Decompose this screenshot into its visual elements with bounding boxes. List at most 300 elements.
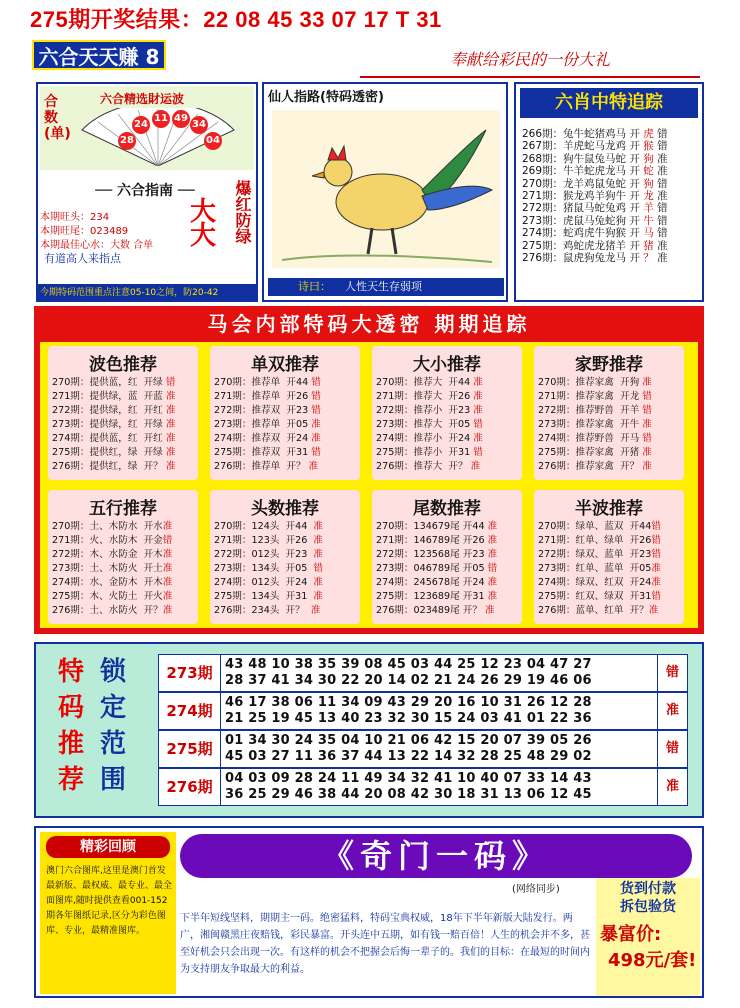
recommend-row — [214, 390, 321, 404]
recommend-result: 错 — [651, 591, 661, 602]
mid-title: 马会内部特码大透密 期期追踪 — [207, 312, 531, 336]
recommend-result: 错 — [642, 405, 652, 416]
recommend-result: 准 — [313, 591, 323, 602]
zodiac-answer: 龙 — [643, 190, 658, 203]
recommend-result: 错 — [311, 447, 321, 458]
recommend-result: 准 — [487, 521, 498, 532]
lock-row — [158, 692, 688, 730]
lock-numbers-line: 04 03 09 28 24 11 49 34 32 41 10 40 07 33 14 43 — [225, 771, 592, 786]
guide-line: 本期最佳心水：大数 合单 — [40, 240, 154, 251]
poem-label: 诗曰： — [298, 280, 331, 293]
lock-char: 特 — [58, 657, 85, 687]
guide-line: 本期旺头：234 — [40, 212, 110, 223]
zodiac-result: 错 — [657, 140, 668, 153]
poem-text: 人性天生存弱项 — [345, 280, 422, 293]
zodiac-open: 开 — [629, 165, 644, 178]
poem-bar — [268, 278, 504, 296]
qimen-title: 《奇门一码》 — [180, 834, 692, 878]
recommend-text: 274期：提供蓝，红 开红 — [52, 433, 166, 444]
recommend-row — [52, 376, 175, 390]
recommend-box — [48, 490, 198, 624]
recommend-rows — [52, 376, 175, 474]
zodiac-period: 275期： — [522, 239, 564, 252]
recommend-result: 错 — [311, 391, 321, 402]
recommend-result: 错 — [473, 419, 483, 430]
number-ball: 24 — [132, 116, 150, 134]
lock-numbers-line: 01 34 30 24 35 04 10 21 06 42 15 20 07 39 05 26 — [225, 733, 592, 748]
zodiac-row — [522, 153, 668, 165]
zodiac-open: 开 — [629, 202, 644, 215]
recommend-box — [534, 346, 684, 480]
recommend-text: 275期：123689尾 开31 — [376, 591, 488, 602]
recommend-row — [538, 376, 652, 390]
lock-period: 273期 — [159, 655, 221, 691]
recommend-row — [214, 446, 321, 460]
promo-text: 下半年短线坚料，期期主一码。绝密猛料，特码宝典权威，18年下半年新版大陆发行。两广，湘闽赣黑庄夜赔钱，彩民暴富。开头连中五期，如有钱一赔百倍！人生的机会并不多，甚至好机会只会出现一次。有这样的机会不把握会后悔一辈子的。我们的目标：在最短的时间内为支持朋友争取最大的利益。 — [180, 913, 590, 975]
guide-line: 本期旺尾：023489 — [40, 226, 129, 237]
recommend-text: 275期：推荐双 开31 — [214, 447, 312, 458]
recommend-text: 273期：土、木防火 开土 — [52, 563, 163, 574]
recommend-text: 274期：推荐双 开24 — [214, 433, 312, 444]
recommend-text: 271期：提供绿，蓝 开蓝 — [52, 391, 166, 402]
recommend-result: 准 — [648, 605, 659, 616]
zodiac-answer: 牛 — [643, 214, 658, 227]
recommend-result: 准 — [165, 433, 176, 444]
recommend-result: 准 — [311, 419, 321, 430]
zodiac-result: 准 — [657, 190, 668, 203]
zodiac-row — [522, 215, 668, 227]
lock-char: 范 — [100, 729, 127, 759]
zodiac-result: 准 — [657, 252, 668, 265]
recommend-text: 276期：提供红，绿 开？ — [52, 461, 166, 472]
zodiac-open: 开 — [629, 252, 644, 265]
zodiac-answer: 蛇 — [643, 165, 658, 178]
recommend-text: 274期：推荐野兽 开马 — [538, 433, 643, 444]
recommend-row — [214, 534, 323, 548]
recommend-row — [52, 432, 175, 446]
recommend-text: 272期：012头 开23 — [214, 549, 314, 560]
recommend-text: 272期：绿双、蓝单 开23 — [538, 549, 652, 560]
zodiac-result: 准 — [657, 152, 668, 165]
zodiac-panel — [514, 82, 704, 302]
recommend-result: 准 — [162, 563, 173, 574]
zodiac-result: 错 — [657, 177, 668, 190]
recommend-row — [538, 562, 661, 576]
review-panel — [40, 832, 176, 994]
recommend-row — [376, 590, 497, 604]
lock-char: 定 — [100, 693, 127, 723]
recommend-text: 273期：提供绿，红 开绿 — [52, 419, 166, 430]
recommend-text: 276期：推荐大 开？ — [376, 461, 471, 472]
recommend-result: 准 — [651, 577, 661, 588]
recommend-row — [214, 604, 323, 618]
lock-period: 276期 — [159, 769, 221, 805]
recommend-row — [376, 418, 483, 432]
result-line: 275期开奖结果：22 08 45 33 07 17 T 31 — [30, 7, 442, 32]
recommend-text: 270期：推荐家禽 开狗 — [538, 377, 643, 388]
recommend-row — [538, 390, 652, 404]
recommend-result: 准 — [165, 461, 176, 472]
zodiac-answer: ？ — [643, 252, 658, 265]
recommend-box — [210, 490, 360, 624]
bottom-section — [34, 826, 704, 998]
lock-row — [158, 654, 688, 692]
number-ball: 04 — [204, 132, 222, 150]
lock-numbers — [225, 657, 645, 689]
zodiac-animals: 兔牛蛇猪鸡马 — [563, 128, 630, 140]
recommend-row — [538, 446, 652, 460]
zodiac-animals: 鸡蛇虎龙猪羊 — [563, 239, 630, 252]
lock-numbers-line: 43 48 10 38 35 39 08 45 03 44 25 12 23 04 47 27 — [225, 657, 592, 672]
recommend-result: 准 — [642, 461, 652, 472]
number-ball: 11 — [152, 110, 170, 128]
zodiac-period: 274期： — [522, 227, 564, 240]
recommend-row — [214, 432, 321, 446]
recommend-result: 准 — [313, 521, 323, 532]
zodiac-period: 268期： — [522, 152, 564, 165]
recommend-result: 准 — [162, 549, 173, 560]
lock-numbers-line: 46 17 38 06 11 34 09 43 29 20 16 10 31 26 12 28 — [225, 695, 592, 710]
recommend-text: 271期：推荐家禽 开龙 — [538, 391, 643, 402]
recommend-result: 准 — [310, 605, 321, 616]
price-value: 498元/套! — [608, 950, 697, 971]
recommend-text: 275期：红双、绿双 开31 — [538, 591, 652, 602]
recommend-text: 271期：123头 开26 — [214, 535, 314, 546]
recommend-text: 270期：绿单、蓝双 开44 — [538, 521, 652, 532]
recommend-box — [372, 346, 522, 480]
recommend-row — [52, 520, 172, 534]
zodiac-answer: 猴 — [643, 140, 658, 153]
recommend-row — [214, 404, 321, 418]
zodiac-answer: 马 — [643, 227, 658, 240]
lock-numbers — [225, 733, 645, 765]
recommend-text: 276期：土、水防火 开？ — [52, 605, 163, 616]
lock-result: 准 — [657, 693, 687, 729]
side-text: 爆红防绿 — [233, 180, 252, 244]
recommend-row — [538, 520, 661, 534]
recommend-text: 275期：木、火防土 开火 — [52, 591, 163, 602]
zodiac-animals: 虎鼠马兔蛇狗 — [563, 214, 630, 227]
recommend-result: 错 — [642, 391, 652, 402]
recommend-row — [538, 604, 661, 618]
recommend-text: 273期：红单、蓝单 开05 — [538, 563, 652, 574]
zodiac-open: 开 — [629, 239, 644, 252]
zodiac-answer: 猪 — [643, 239, 658, 252]
recommend-result: 准 — [487, 549, 498, 560]
guide-note: 有道高人来指点 — [44, 252, 121, 265]
lock-right-chars — [100, 654, 126, 798]
sync-label: (网络同步) — [512, 884, 560, 895]
recommend-row — [376, 390, 483, 404]
price-label: 暴富价: — [600, 924, 662, 945]
recommend-result: 错 — [651, 521, 661, 532]
price-panel — [596, 878, 700, 996]
recommend-result: 准 — [485, 605, 495, 616]
recommend-box — [534, 490, 684, 624]
recommend-row — [214, 376, 321, 390]
recommend-text: 274期：绿双、红双 开24 — [538, 577, 652, 588]
recommend-row — [52, 390, 175, 404]
recommend-result: 准 — [642, 419, 652, 430]
recommend-result: 准 — [642, 447, 652, 458]
recommend-result: 错 — [162, 535, 173, 546]
recommend-row — [52, 418, 175, 432]
recommend-text: 273期：046789尾 开05 — [376, 563, 488, 574]
zodiac-row — [522, 140, 668, 152]
recommend-row — [538, 418, 652, 432]
zodiac-animals: 猪鼠马蛇兔鸡 — [563, 202, 630, 215]
recommend-row — [538, 534, 661, 548]
recommend-text: 273期：134头 开05 — [214, 563, 314, 574]
zodiac-list — [522, 128, 668, 264]
recommend-text: 274期：水、金防木 开木 — [52, 577, 163, 588]
number-ball: 34 — [190, 116, 208, 134]
zodiac-answer: 虎 — [643, 128, 658, 140]
price-lines: 货到付款 拆包验货 — [620, 881, 676, 915]
recommend-title: 半波推荐 — [575, 499, 643, 519]
zodiac-period: 266期： — [522, 128, 564, 140]
recommend-title: 家野推荐 — [575, 355, 643, 375]
recommend-text: 270期：土、木防水 开水 — [52, 521, 163, 532]
lock-row — [158, 768, 688, 806]
big-char: 大 大 — [190, 197, 217, 251]
recommend-result: 错 — [651, 549, 661, 560]
lock-numbers — [225, 695, 645, 727]
recommend-text: 271期：推荐单 开26 — [214, 391, 312, 402]
review-title: 精彩回顾 — [46, 836, 170, 858]
recommend-result: 准 — [473, 377, 483, 388]
recommend-text: 275期：推荐家禽 开猪 — [538, 447, 643, 458]
recommend-row — [214, 590, 323, 604]
lock-table — [158, 654, 688, 806]
recommend-result: 准 — [473, 391, 483, 402]
recommend-row — [376, 432, 483, 446]
zodiac-answer: 狗 — [643, 177, 658, 190]
recommend-result: 准 — [642, 377, 652, 388]
zodiac-row — [522, 240, 668, 252]
zodiac-animals: 龙羊鸡鼠兔蛇 — [563, 177, 630, 190]
number-ball: 28 — [118, 132, 136, 150]
lock-numbers-line: 45 03 27 11 36 37 44 13 22 14 32 28 25 48 29 02 — [225, 749, 592, 764]
zodiac-open: 开 — [629, 177, 644, 190]
zodiac-result: 错 — [657, 128, 668, 140]
recommend-result: 准 — [162, 577, 173, 588]
recommend-text: 274期：012头 开24 — [214, 577, 314, 588]
lock-numbers-line: 28 37 41 34 30 22 20 14 02 21 24 26 29 19 46 06 — [225, 673, 592, 688]
recommend-row — [376, 520, 497, 534]
recommend-title: 尾数推荐 — [413, 499, 481, 519]
zodiac-animals: 鼠虎狗兔龙马 — [563, 252, 630, 265]
recommend-rows — [52, 520, 172, 618]
lock-char: 荐 — [58, 765, 85, 795]
recommend-row — [214, 460, 321, 474]
recommend-result: 准 — [313, 577, 323, 588]
recommend-row — [214, 576, 323, 590]
zodiac-animals: 羊虎蛇马龙鸡 — [563, 140, 630, 153]
result-banner — [0, 0, 740, 34]
recommend-row — [52, 562, 172, 576]
recommend-text: 276期：023489尾 开？ — [376, 605, 486, 616]
immortal-title: 仙人指路(特码透密) — [268, 90, 384, 105]
recommend-result: 错 — [313, 563, 323, 574]
recommend-text: 272期：推荐双 开23 — [214, 405, 312, 416]
recommend-text: 272期：提供绿，红 开红 — [52, 405, 166, 416]
zodiac-row — [522, 178, 668, 190]
recommend-row — [52, 590, 172, 604]
recommend-result: 准 — [313, 535, 323, 546]
zodiac-open: 开 — [629, 128, 644, 140]
recommend-text: 272期：木、水防金 开木 — [52, 549, 163, 560]
recommend-text: 272期：123568尾 开23 — [376, 549, 488, 560]
zodiac-period: 271期： — [522, 190, 564, 203]
recommend-title: 波色推荐 — [89, 355, 157, 375]
recommend-result: 准 — [473, 405, 483, 416]
lock-result: 错 — [657, 655, 687, 691]
zodiac-result: 准 — [657, 239, 668, 252]
recommend-rows — [538, 376, 652, 474]
recommend-text: 270期：推荐大 开44 — [376, 377, 474, 388]
recommend-row — [538, 404, 652, 418]
zodiac-animals: 猴龙鸡羊狗牛 — [563, 190, 630, 203]
recommend-rows — [538, 520, 661, 618]
recommend-text: 270期：134679尾 开44 — [376, 521, 488, 532]
zodiac-result: 错 — [657, 214, 668, 227]
lock-char: 围 — [100, 765, 127, 795]
zodiac-answer: 狗 — [643, 152, 658, 165]
recommend-result: 准 — [487, 577, 498, 588]
zodiac-row — [522, 252, 668, 264]
recommend-result: 准 — [487, 591, 498, 602]
recommend-result: 错 — [473, 447, 483, 458]
zodiac-row — [522, 128, 668, 140]
lock-period: 274期 — [159, 693, 221, 729]
recommend-text: 274期：推荐小 开24 — [376, 433, 474, 444]
recommend-text: 273期：推荐家禽 开牛 — [538, 419, 643, 430]
recommend-result: 准 — [162, 605, 173, 616]
recommend-text: 276期：推荐单 开？ — [214, 461, 309, 472]
zodiac-animals: 牛羊蛇虎龙马 — [563, 165, 630, 178]
zodiac-result: 准 — [657, 165, 668, 178]
recommend-title: 大小推荐 — [413, 355, 481, 375]
recommend-result: 准 — [311, 433, 321, 444]
recommend-row — [538, 432, 652, 446]
recommend-box — [372, 490, 522, 624]
brand-title: 六合天天赚 8 — [32, 40, 166, 70]
recommend-result: 准 — [487, 535, 498, 546]
recommend-title: 头数推荐 — [251, 499, 319, 519]
recommend-result: 准 — [165, 391, 176, 402]
lock-numbers — [225, 771, 645, 803]
lock-section — [34, 642, 704, 818]
zodiac-period: 272期： — [522, 202, 564, 215]
recommend-result: 错 — [642, 433, 652, 444]
lock-char: 锁 — [100, 657, 127, 687]
number-ball: 49 — [172, 110, 190, 128]
recommend-text: 271期：红单、绿单 开26 — [538, 535, 652, 546]
zodiac-open: 开 — [629, 214, 644, 227]
zodiac-open: 开 — [629, 140, 644, 153]
recommend-result: 准 — [308, 461, 319, 472]
zodiac-open: 开 — [629, 152, 644, 165]
recommend-title: 五行推荐 — [89, 499, 157, 519]
guide-title: ── 六合指南 ── — [95, 183, 195, 199]
recommend-result: 准 — [651, 563, 661, 574]
zodiac-open: 开 — [629, 190, 644, 203]
recommend-result: 错 — [311, 377, 321, 388]
recommend-result: 准 — [165, 419, 176, 430]
recommend-row — [52, 534, 172, 548]
recommend-row — [376, 460, 483, 474]
recommend-text: 276期：蓝单、红单 开？ — [538, 605, 649, 616]
recommend-result: 错 — [311, 405, 321, 416]
fan-title: 六合精选財运波 — [100, 92, 185, 106]
recommend-row — [214, 418, 321, 432]
side-label: 合数(单) — [44, 94, 71, 142]
zodiac-row — [522, 165, 668, 177]
recommend-rows — [376, 376, 483, 474]
zodiac-animals: 蛇鸡虎牛狗猴 — [563, 227, 630, 240]
recommend-result: 错 — [487, 563, 498, 574]
recommend-text: 271期：146789尾 开26 — [376, 535, 488, 546]
recommend-box — [210, 346, 360, 480]
recommend-row — [52, 446, 175, 460]
zodiac-title: 六肖中特追踪 — [520, 88, 698, 118]
recommend-result: 准 — [165, 405, 176, 416]
zodiac-period: 269期： — [522, 165, 564, 178]
lock-result: 准 — [657, 769, 687, 805]
recommend-text: 276期：推荐家禽 开？ — [538, 461, 643, 472]
zodiac-row — [522, 202, 668, 214]
recommend-row — [376, 604, 497, 618]
recommend-row — [376, 562, 497, 576]
lock-left-chars — [58, 654, 84, 798]
recommend-result: 准 — [162, 521, 173, 532]
recommend-text: 275期：提供红，绿 开绿 — [52, 447, 166, 458]
mid-section — [34, 306, 704, 634]
recommend-row — [52, 604, 172, 618]
recommend-result: 准 — [313, 549, 323, 560]
recommend-result: 准 — [473, 433, 483, 444]
recommend-text: 273期：推荐大 开05 — [376, 419, 474, 430]
recommend-row — [376, 576, 497, 590]
recommend-text: 275期：推荐小 开31 — [376, 447, 474, 458]
recommend-row — [52, 576, 172, 590]
zodiac-period: 276期： — [522, 252, 564, 265]
recommend-box — [48, 346, 198, 480]
zodiac-row — [522, 190, 668, 202]
lock-numbers-line: 36 25 29 46 38 44 20 08 42 30 18 31 13 06 12 45 — [225, 787, 592, 802]
recommend-rows — [376, 520, 497, 618]
recommend-text: 270期：推荐单 开44 — [214, 377, 312, 388]
zodiac-row — [522, 227, 668, 239]
recommend-row — [214, 548, 323, 562]
recommend-result: 错 — [651, 535, 661, 546]
recommend-row — [214, 562, 323, 576]
zodiac-period: 273期： — [522, 214, 564, 227]
recommend-row — [52, 404, 175, 418]
fan-panel — [40, 86, 254, 170]
recommend-title: 单双推荐 — [251, 355, 319, 375]
recommend-grid — [40, 342, 698, 628]
recommend-row — [214, 520, 323, 534]
zodiac-period: 270期： — [522, 177, 564, 190]
recommend-text: 272期：推荐小 开23 — [376, 405, 474, 416]
recommend-text: 271期：火、水防木 开金 — [52, 535, 163, 546]
recommend-row — [376, 376, 483, 390]
recommend-row — [538, 576, 661, 590]
zodiac-open: 开 — [629, 227, 644, 240]
lock-numbers-line: 21 25 19 45 13 40 23 32 30 15 24 03 41 01 22 36 — [225, 711, 592, 726]
